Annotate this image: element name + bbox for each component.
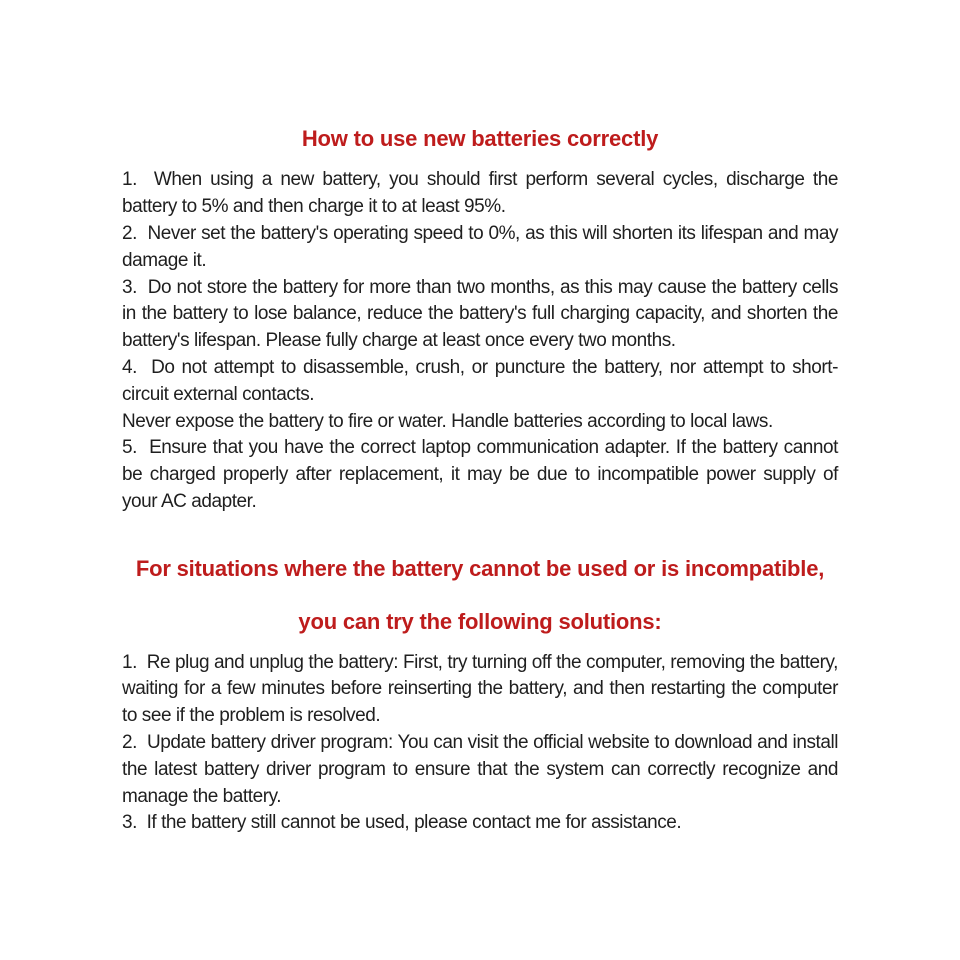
paragraph: 1. When using a new battery, you should first perform several cycles, discharge the battery to 5% and then charge it to at least 95%.	[122, 169, 838, 218]
paragraph: 3. Do not store the battery for more than two months, as this may cause the battery cells in the battery to lose balance, reduce the battery's full charging capacity, and shorten the battery's lifespan. Please fully charge at least once every two months.	[122, 276, 838, 352]
section2-title-line2: you can try the following solutions:	[298, 609, 662, 635]
paragraph: 3. If the battery still cannot be used, please contact me for assistance.	[122, 812, 682, 834]
paragraph: 2. Never set the battery's operating speed to 0%, as this will shorten its lifespan and may damage it.	[122, 222, 838, 271]
paragraph: 5. Ensure that you have the correct laptop communication adapter. If the battery cannot be charged properly after replacement, it may be due to incompatible power supply of your AC adapter.	[122, 437, 838, 512]
paragraph: 2. Update battery driver program: You can visit the official website to download and install the latest battery driver program to ensure that the system can correctly recognize and manage the battery.	[122, 731, 838, 807]
section2-title-line1: For situations where the battery cannot be used or is incompatible,	[135, 555, 825, 581]
section2-body	[122, 650, 838, 838]
section1-title: How to use new batteries correctly	[301, 126, 659, 151]
section1-body	[122, 167, 838, 515]
paragraph: 1. Re plug and unplug the battery: First, try turning off the computer, removing the battery, waiting for a few minutes before reinserting the battery, and then restarting the computer to see if the problem is resolved.	[122, 651, 838, 727]
paragraph: Never expose the battery to fire or water. Handle batteries according to local laws.	[122, 410, 773, 432]
paragraph: 4. Do not attempt to disassemble, crush, or puncture the battery, nor attempt to short-circuit external contacts.	[122, 356, 838, 405]
